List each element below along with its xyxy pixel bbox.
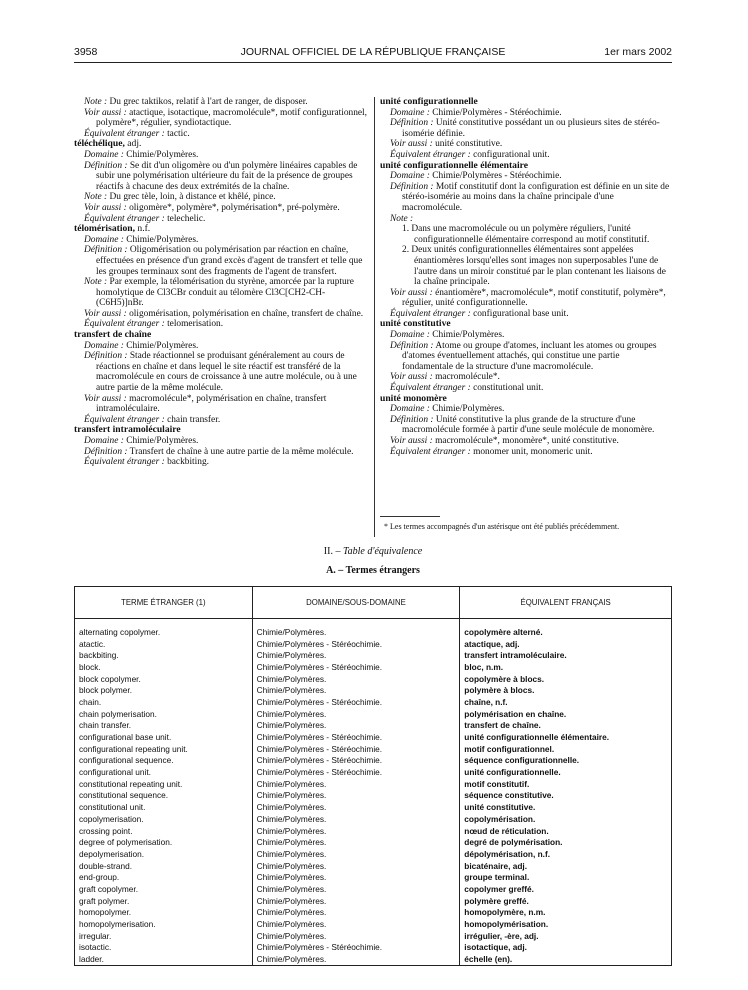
- field-text: unité constitutive.: [435, 139, 503, 150]
- field-label: Voir aussi :: [390, 436, 433, 446]
- table-row: [75, 871, 672, 883]
- entry-term-text: télomérisation,: [74, 223, 136, 235]
- table-row: [75, 848, 672, 860]
- column-header-foreign-term: TERME ÉTRANGER (1): [75, 587, 253, 619]
- domain-cell: Chimie/Polymères.: [252, 871, 460, 883]
- foreign-term-cell: chain transfer.: [75, 720, 253, 732]
- entry-term: unité configurationnelle élémentaire: [380, 159, 528, 171]
- foreign-term-cell: graft polymer.: [75, 895, 253, 907]
- field-label: Voir aussi :: [84, 308, 127, 319]
- field-text: atactique, isotactique, macromolécule*, motif configurationnel, polymère*, régulier, syndiotactique.: [96, 107, 367, 129]
- field-text: Chimie/Polymères - Stéréochimie.: [432, 171, 562, 182]
- field-label: Définition :: [84, 160, 128, 171]
- french-equivalent-cell: transfert intramoléculaire.: [460, 649, 672, 661]
- entry-field: [390, 330, 672, 341]
- domain-cell: Chimie/Polymères.: [252, 825, 460, 837]
- entry-term: [74, 224, 368, 235]
- field-text: Chimie/Polymères.: [126, 234, 199, 245]
- field-text: Chimie/Polymères.: [126, 149, 199, 160]
- entry-field: [390, 108, 672, 119]
- french-equivalent-cell: motif constitutif.: [460, 778, 672, 790]
- field-text: oligomère*, polymère*, polymérisation*, pré-polymère.: [129, 202, 340, 213]
- entry-field: [84, 108, 368, 129]
- table-row: [75, 930, 672, 942]
- foreign-term-cell: depolymerisation.: [75, 848, 253, 860]
- field-label: Note :: [390, 213, 414, 224]
- foreign-term-cell: atactic.: [75, 638, 253, 650]
- entry-term: unité constitutive: [380, 318, 451, 330]
- foreign-term-cell: chain polymerisation.: [75, 708, 253, 720]
- table-row: [75, 836, 672, 848]
- french-equivalent-cell: polymère à blocs.: [460, 684, 672, 696]
- french-equivalent-cell: copolymérisation.: [460, 813, 672, 825]
- table-row: [75, 696, 672, 708]
- field-text: telechelic.: [167, 213, 206, 224]
- table-row: [75, 918, 672, 930]
- domain-cell: Chimie/Polymères - Stéréochimie.: [252, 766, 460, 778]
- table-row: [75, 883, 672, 895]
- domain-cell: Chimie/Polymères - Stéréochimie.: [252, 696, 460, 708]
- french-equivalent-cell: polymérisation en chaîne.: [460, 708, 672, 720]
- entry-field: [84, 309, 368, 320]
- domain-cell: Chimie/Polymères - Stéréochimie.: [252, 942, 460, 954]
- domain-cell: Chimie/Polymères.: [252, 953, 460, 965]
- table-row: [75, 895, 672, 907]
- french-equivalent-cell: séquence configurationnelle.: [460, 755, 672, 767]
- entry-part-of-speech: n.f.: [137, 223, 151, 235]
- field-label: Note :: [84, 97, 108, 107]
- field-text: Unité constitutive la plus grande de la structure d'une macromolécule formée à partir d'une seule molécule de monomère.: [402, 414, 655, 436]
- field-label: Domaine :: [390, 107, 430, 118]
- entry-term: [74, 139, 368, 150]
- entry-field: [390, 139, 672, 150]
- entry-field: [390, 404, 672, 415]
- foreign-term-cell: constitutional unit.: [75, 801, 253, 813]
- subsection-title: A. – Termes étrangers: [326, 565, 420, 576]
- field-label: Note :: [84, 192, 108, 203]
- field-label: Domaine :: [84, 436, 124, 446]
- field-label: Définition :: [390, 118, 434, 129]
- field-text: Stade réactionnel se produisant généralement au cours de réactions en chaîne et dans lequel le site réactif est transféré de la macromolécule en cours de croissance à une autre molécule, ou à une autre partie de la même molécule.: [96, 351, 357, 394]
- domain-cell: Chimie/Polymères.: [252, 619, 460, 638]
- field-text: Du grec tèle, loin, à distance et khêlé, pince.: [109, 192, 276, 203]
- domain-cell: Chimie/Polymères.: [252, 883, 460, 895]
- domain-cell: Chimie/Polymères.: [252, 649, 460, 661]
- french-equivalent-cell: dépolymérisation, n.f.: [460, 848, 672, 860]
- french-equivalent-cell: groupe terminal.: [460, 871, 672, 883]
- entry-field: [390, 214, 672, 225]
- field-text: Motif constitutif dont la configuration est définie en un site de stéréo-isomérie au moins dans la chaîne principale d'une macromolécule.: [402, 181, 670, 213]
- column-header-french-equivalent: ÉQUIVALENT FRANÇAIS: [460, 587, 672, 619]
- foreign-term-cell: homopolymerisation.: [75, 918, 253, 930]
- field-label: Voir aussi :: [84, 393, 127, 404]
- domain-cell: Chimie/Polymères.: [252, 930, 460, 942]
- foreign-term-cell: crossing point.: [75, 825, 253, 837]
- french-equivalent-cell: chaîne, n.f.: [460, 696, 672, 708]
- domain-cell: Chimie/Polymères.: [252, 813, 460, 825]
- foreign-term-cell: degree of polymerisation.: [75, 836, 253, 848]
- entry-field: [390, 341, 672, 373]
- section-numeral: II. –: [323, 546, 341, 557]
- entry-field: [84, 277, 368, 309]
- french-equivalent-cell: copolymer greffé.: [460, 883, 672, 895]
- page-header: [74, 46, 672, 60]
- french-equivalent-cell: unité configurationnelle élémentaire.: [460, 731, 672, 743]
- entry-field: [390, 118, 672, 139]
- field-text: Unité constitutive possédant un ou plusieurs sites de stéréo-isomérie définie.: [402, 118, 660, 139]
- foreign-term-cell: ladder.: [75, 953, 253, 965]
- field-label: Voir aussi :: [84, 202, 127, 213]
- entry-term: [74, 330, 368, 341]
- table-row: [75, 778, 672, 790]
- field-text: monomer unit, monomeric unit.: [473, 446, 593, 457]
- french-equivalent-cell: unité configurationnelle.: [460, 766, 672, 778]
- domain-cell: Chimie/Polymères.: [252, 720, 460, 732]
- foreign-term-cell: backbiting.: [75, 649, 253, 661]
- journal-title: JOURNAL OFFICIEL DE LA RÉPUBLIQUE FRANÇAISE: [240, 46, 506, 58]
- table-row: [75, 720, 672, 732]
- domain-cell: Chimie/Polymères.: [252, 848, 460, 860]
- field-text: macromolécule*, polymérisation en chaîne, transfert intramoléculaire.: [96, 393, 327, 415]
- french-equivalent-cell: isotactique, adj.: [460, 942, 672, 954]
- table-row: [75, 942, 672, 954]
- page-number: 3958: [74, 46, 98, 58]
- field-label: Définition :: [84, 351, 128, 362]
- table-body: [75, 619, 672, 966]
- foreign-term-cell: configurational base unit.: [75, 731, 253, 743]
- foreign-term-cell: constitutional sequence.: [75, 790, 253, 802]
- french-equivalent-cell: homopolymérisation.: [460, 918, 672, 930]
- column-header-domain: DOMAINE/SOUS-DOMAINE: [252, 587, 460, 619]
- glossary-entry: [380, 319, 672, 393]
- entry-field: [84, 97, 368, 108]
- field-text: énantiomère*, macromolécule*, motif constitutif, polymère*, régulier, unité configurationnelle.: [402, 287, 666, 309]
- table-row: [75, 907, 672, 919]
- field-label: Voir aussi :: [390, 372, 433, 383]
- field-label: Équivalent étranger :: [84, 319, 165, 330]
- french-equivalent-cell: copolymère alterné.: [460, 619, 672, 638]
- field-text: Chimie/Polymères - Stéréochimie.: [432, 107, 562, 118]
- glossary-entry: [74, 330, 368, 425]
- table-row: [75, 801, 672, 813]
- french-equivalent-cell: unité constitutive.: [460, 801, 672, 813]
- french-equivalent-cell: bloc, n.m.: [460, 661, 672, 673]
- field-text: constitutional unit.: [473, 383, 544, 394]
- field-text: Se dit d'un oligomère ou d'un polymère linéaires capables de subir une polymérisation ultérieure du fait de la présence de groupes réactifs à chacune des deux extrémités de la chaîne.: [96, 160, 358, 192]
- foreign-term-cell: constitutional repeating unit.: [75, 778, 253, 790]
- foreign-term-cell: configurational unit.: [75, 766, 253, 778]
- field-text: telomerisation.: [167, 319, 224, 330]
- field-label: Note :: [84, 277, 108, 288]
- field-label: Domaine :: [390, 171, 430, 182]
- glossary-entry: [74, 139, 368, 224]
- entry-continuation: [74, 97, 368, 139]
- foreign-term-cell: block copolymer.: [75, 673, 253, 685]
- field-text: configurational unit.: [473, 149, 550, 160]
- domain-cell: Chimie/Polymères.: [252, 790, 460, 802]
- domain-cell: Chimie/Polymères - Stéréochimie.: [252, 731, 460, 743]
- foreign-term-cell: configurational sequence.: [75, 755, 253, 767]
- entry-part-of-speech: adj.: [127, 138, 142, 150]
- table-row: [75, 953, 672, 965]
- table-row: [75, 766, 672, 778]
- french-equivalent-cell: atactique, adj.: [460, 638, 672, 650]
- field-label: Équivalent étranger :: [390, 149, 471, 160]
- french-equivalent-cell: nœud de réticulation.: [460, 825, 672, 837]
- domain-cell: Chimie/Polymères.: [252, 778, 460, 790]
- header-rule: [74, 62, 672, 63]
- field-label: Définition :: [390, 414, 434, 425]
- entry-field: [390, 288, 672, 309]
- field-label: Équivalent étranger :: [390, 383, 471, 394]
- entry-term: unité configurationnelle: [380, 96, 478, 107]
- entry-field: [390, 415, 672, 436]
- field-text: oligomérisation, polymérisation en chaîne, transfert de chaîne.: [129, 308, 364, 319]
- entry-field: [84, 192, 368, 203]
- entry-field: [84, 436, 368, 447]
- field-text: backbiting.: [167, 457, 209, 468]
- field-label: Équivalent étranger :: [84, 414, 165, 425]
- field-text: Par exemple, la télomérisation du styrène, amorcée par la rupture homolytique de Cl3CBr conduit au télomère Cl3C[CH2-CH-(C6H5)]nBr.: [96, 277, 354, 309]
- field-label: Équivalent étranger :: [390, 446, 471, 457]
- foreign-term-cell: irregular.: [75, 930, 253, 942]
- foreign-term-cell: alternating copolymer.: [75, 619, 253, 638]
- glossary-entry: [380, 161, 672, 320]
- note-list: [402, 224, 672, 288]
- french-equivalent-cell: échelle (en).: [460, 953, 672, 965]
- note-item: 1. Dans une macromolécule ou un polymère réguliers, l'unité configurationnelle élémentaire correspond au motif constitutif.: [402, 224, 650, 245]
- foreign-term-cell: chain.: [75, 696, 253, 708]
- table-row: [75, 755, 672, 767]
- table-row: [75, 708, 672, 720]
- foreign-term-cell: homopolymer.: [75, 907, 253, 919]
- entry-field: [84, 457, 368, 468]
- field-label: Équivalent étranger :: [84, 213, 165, 224]
- domain-cell: Chimie/Polymères.: [252, 918, 460, 930]
- table-row: [75, 649, 672, 661]
- french-equivalent-cell: copolymère à blocs.: [460, 673, 672, 685]
- entry-field: [390, 150, 672, 161]
- field-text: Du grec taktikos, relatif à l'art de ranger, de disposer.: [109, 97, 308, 107]
- foreign-term-cell: block polymer.: [75, 684, 253, 696]
- domain-cell: Chimie/Polymères.: [252, 673, 460, 685]
- domain-cell: Chimie/Polymères.: [252, 836, 460, 848]
- entry-term-text: transfert intramoléculaire: [74, 424, 181, 436]
- column-divider: [374, 97, 375, 537]
- french-equivalent-cell: polymère greffé.: [460, 895, 672, 907]
- glossary-entry: [380, 394, 672, 458]
- entry-term: unité monomère: [380, 392, 447, 404]
- table-row: [75, 619, 672, 638]
- field-text: Oligomérisation ou polymérisation par réaction en chaîne, effectuées en présence d'un grand excès d'agent de transfert et telle que les groupes terminaux sont des fragments de l'agent de transfert.: [96, 245, 363, 277]
- glossary-entry: [74, 224, 368, 330]
- field-text: macromolécule*, monomère*, unité constitutive.: [435, 436, 619, 446]
- domain-cell: Chimie/Polymères.: [252, 708, 460, 720]
- foreign-term-cell: end-group.: [75, 871, 253, 883]
- french-equivalent-cell: homopolymère, n.m.: [460, 907, 672, 919]
- entry-term-text: téléchélique,: [74, 138, 125, 150]
- domain-cell: Chimie/Polymères - Stéréochimie.: [252, 755, 460, 767]
- entry-term-text: transfert de chaîne: [74, 329, 152, 341]
- french-equivalent-cell: motif configurationnel.: [460, 743, 672, 755]
- field-label: Voir aussi :: [84, 107, 127, 118]
- field-text: configurational base unit.: [473, 308, 569, 319]
- domain-cell: Chimie/Polymères.: [252, 801, 460, 813]
- field-text: Atome ou groupe d'atomes, incluant les atomes ou groupes d'atomes éventuellement attachés, qui constitue une partie fondamentale de la structure d'une macromolécule.: [402, 340, 657, 372]
- field-text: Chimie/Polymères.: [126, 340, 199, 351]
- glossary-entry: [380, 97, 672, 161]
- entry-field: [390, 182, 672, 214]
- field-label: Définition :: [390, 181, 434, 192]
- table-header-row: [75, 587, 672, 619]
- domain-cell: Chimie/Polymères - Stéréochimie.: [252, 661, 460, 673]
- entry-field: [84, 161, 368, 193]
- entry-field: [84, 394, 368, 415]
- domain-cell: Chimie/Polymères.: [252, 684, 460, 696]
- note-item: 2. Deux unités configurationnelles élémentaires sont appelées énantiomères lorsqu'elles sont images non superposables l'une de l'autre dans un miroir constitué par le plan contenant les liaisons de la chaîne principale.: [402, 245, 666, 288]
- foreign-term-cell: block.: [75, 661, 253, 673]
- table-row: [75, 673, 672, 685]
- field-label: Voir aussi :: [390, 287, 433, 298]
- table-row: [75, 661, 672, 673]
- domain-cell: Chimie/Polymères.: [252, 907, 460, 919]
- field-label: Équivalent étranger :: [390, 308, 471, 319]
- field-label: Domaine :: [84, 234, 124, 245]
- table-row: [75, 638, 672, 650]
- entry-field: [390, 171, 672, 182]
- foreign-term-cell: isotactic.: [75, 942, 253, 954]
- entry-field: [84, 447, 368, 458]
- entry-field: [84, 203, 368, 214]
- foreign-term-cell: double-strand.: [75, 860, 253, 872]
- field-text: tactic.: [167, 128, 190, 139]
- domain-cell: Chimie/Polymères.: [252, 860, 460, 872]
- subsection-heading: [74, 565, 672, 576]
- foreign-term-cell: graft copolymer.: [75, 883, 253, 895]
- equivalence-table: [74, 586, 672, 966]
- field-label: Domaine :: [84, 149, 124, 160]
- field-text: Transfert de chaîne à une autre partie de la même molécule.: [129, 446, 354, 457]
- entry-field: [84, 235, 368, 246]
- domain-cell: Chimie/Polymères - Stéréochimie.: [252, 743, 460, 755]
- foreign-term-cell: copolymerisation.: [75, 813, 253, 825]
- table-row: [75, 825, 672, 837]
- right-column: [380, 97, 672, 457]
- french-equivalent-cell: transfert de chaîne.: [460, 720, 672, 732]
- entry-field: [390, 436, 672, 447]
- entry-term: [74, 425, 368, 436]
- french-equivalent-cell: séquence constitutive.: [460, 790, 672, 802]
- section-heading: [74, 546, 672, 557]
- section-title: Table d'équivalence: [342, 546, 423, 557]
- entry-field: [390, 447, 672, 458]
- table-row: [75, 731, 672, 743]
- field-label: Définition :: [84, 245, 128, 256]
- footnote: * Les termes accompagnés d'un astérisque ont été publiés précédemment.: [384, 522, 620, 531]
- domain-cell: Chimie/Polymères.: [252, 895, 460, 907]
- field-text: macromolécule*.: [435, 372, 500, 383]
- french-equivalent-cell: irrégulier, -ère, adj.: [460, 930, 672, 942]
- french-equivalent-cell: bicaténaire, adj.: [460, 860, 672, 872]
- field-label: Équivalent étranger :: [84, 457, 165, 468]
- table-row: [75, 743, 672, 755]
- field-text: Chimie/Polymères.: [126, 436, 199, 446]
- field-label: Domaine :: [390, 404, 430, 415]
- table-row: [75, 860, 672, 872]
- field-label: Voir aussi :: [390, 139, 433, 150]
- field-label: Équivalent étranger :: [84, 128, 165, 139]
- domain-cell: Chimie/Polymères - Stéréochimie.: [252, 638, 460, 650]
- issue-date: 1er mars 2002: [604, 46, 672, 58]
- left-column: [74, 97, 368, 468]
- french-equivalent-cell: degré de polymérisation.: [460, 836, 672, 848]
- field-text: Chimie/Polymères.: [432, 330, 505, 341]
- entry-field: [84, 150, 368, 161]
- field-label: Domaine :: [390, 330, 430, 341]
- table-row: [75, 790, 672, 802]
- entry-field: [84, 245, 368, 277]
- field-label: Domaine :: [84, 340, 124, 351]
- glossary-entry: [74, 425, 368, 467]
- entry-field: [84, 351, 368, 393]
- footnote-rule: [380, 516, 440, 517]
- field-label: Définition :: [84, 446, 128, 457]
- foreign-term-cell: configurational repeating unit.: [75, 743, 253, 755]
- field-label: Définition :: [390, 340, 434, 351]
- table-row: [75, 684, 672, 696]
- entry-field: [390, 372, 672, 383]
- field-text: chain transfer.: [167, 414, 221, 425]
- table-row: [75, 813, 672, 825]
- entry-field: [84, 341, 368, 352]
- field-text: Chimie/Polymères.: [432, 404, 505, 415]
